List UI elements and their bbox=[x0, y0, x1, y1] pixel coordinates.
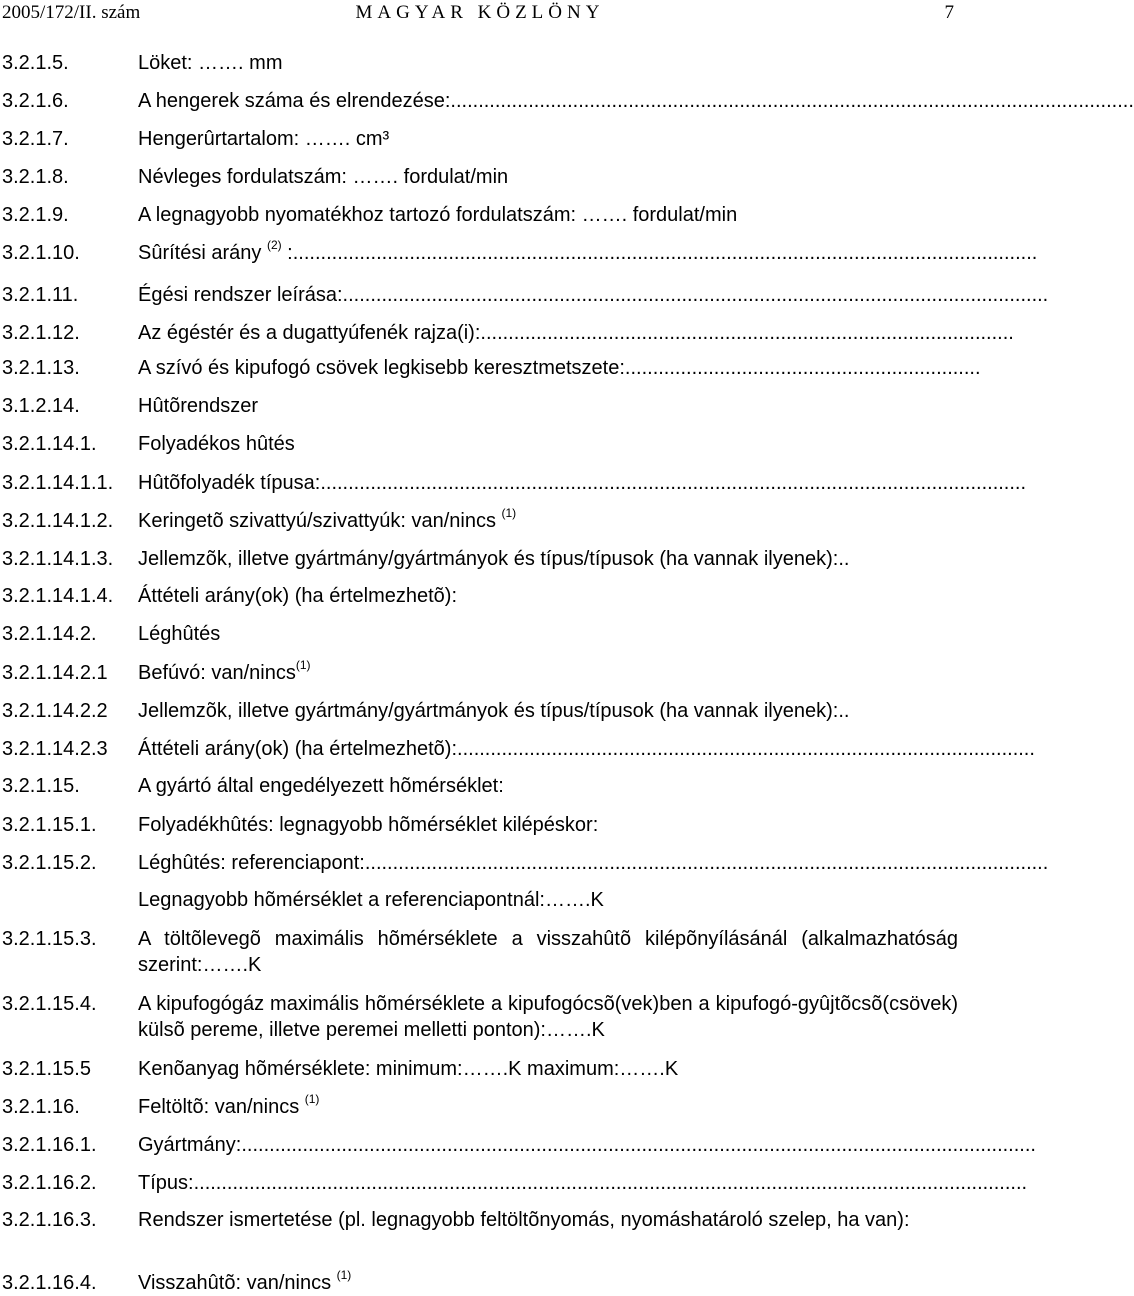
item-text: Hûtõfolyadék típusa:............................................................................................................................... bbox=[138, 472, 1027, 494]
item-number: 3.2.1.15.5 bbox=[2, 1058, 91, 1080]
item-text: A kipufogógáz maximális hõmérséklete a kipufogócsõ(vek)ben a kipufogó-gyûjtõcsõ(csövek) külsõ pereme, illetve peremei melletti ponton):…….K bbox=[138, 993, 958, 1041]
item-number: 3.2.1.14.2.3 bbox=[2, 738, 108, 760]
footnote-marker: (1) bbox=[501, 506, 517, 521]
item-number: 3.2.1.15. bbox=[2, 775, 80, 797]
item-number: 3.2.1.15.1. bbox=[2, 814, 97, 836]
item-number: 3.2.1.6. bbox=[2, 90, 69, 112]
item-text: A gyártó által engedélyezett hõmérséklet: bbox=[138, 775, 504, 797]
item-number: 3.2.1.14.2.2 bbox=[2, 700, 108, 722]
item-text: Jellemzõk, illetve gyártmány/gyártmányok és típus/típusok (ha vannak ilyenek):.. bbox=[138, 700, 850, 722]
item-number: 3.2.1.15.4. bbox=[2, 993, 97, 1015]
item-number: 3.2.1.9. bbox=[2, 204, 69, 226]
item-number: 3.2.1.14.1.1. bbox=[2, 472, 114, 494]
item-number: 3.2.1.16.1. bbox=[2, 1134, 97, 1156]
item-text: Jellemzõk, illetve gyártmány/gyártmányok és típus/típusok (ha vannak ilyenek):.. bbox=[138, 548, 850, 570]
item-text: Kenõanyag hõmérséklete: minimum:…….K maximum:…….K bbox=[138, 1058, 679, 1080]
item-number: 3.2.1.10. bbox=[2, 242, 80, 264]
footnote-marker: (1) bbox=[295, 658, 311, 673]
item-number: 3.2.1.11. bbox=[2, 284, 79, 306]
item-text-group bbox=[138, 660, 958, 686]
item-number: 3.2.1.14.1.2. bbox=[2, 510, 114, 532]
footnote-marker: (1) bbox=[336, 1268, 352, 1283]
item-text: Sûrítési arány bbox=[138, 242, 262, 264]
item-number: 3.1.2.14. bbox=[2, 395, 80, 417]
item-number: 3.2.1.14.1.3. bbox=[2, 548, 114, 570]
item-number: 3.2.1.12. bbox=[2, 322, 80, 344]
item-number: 3.2.1.16.4. bbox=[2, 1272, 97, 1294]
item-text: Löket: ……. mm bbox=[138, 52, 283, 74]
item-text: Folyadékos hûtés bbox=[138, 433, 295, 455]
item-number: 3.2.1.5. bbox=[2, 52, 69, 74]
item-number: 3.2.1.13. bbox=[2, 357, 80, 379]
item-text: Keringetõ szivattyú/szivattyúk: van/nincs bbox=[138, 510, 496, 532]
item-number: 3.2.1.16. bbox=[2, 1096, 80, 1118]
item-text: Hûtõrendszer bbox=[138, 395, 259, 417]
item-text: Típus:...................................................................................................................................................... bbox=[138, 1172, 1028, 1194]
page-number: 7 bbox=[944, 2, 954, 23]
item-number: 3.2.1.14.1. bbox=[2, 433, 97, 455]
item-number: 3.2.1.14.2. bbox=[2, 623, 97, 645]
item-text: Égési rendszer leírása:............................................................................................................................... bbox=[138, 284, 1049, 306]
item-text: Rendszer ismertetése (pl. legnagyobb feltöltõnyomás, nyomáshatároló szelep, ha van): bbox=[138, 1209, 910, 1231]
item-number: 3.2.1.14.1.4. bbox=[2, 585, 114, 607]
item-number: 3.2.1.14.2.1 bbox=[2, 662, 108, 684]
item-text-group bbox=[138, 508, 958, 534]
item-text: Az égéstér és a dugattyúfenék rajza(i):................................................................................................ bbox=[138, 322, 1014, 344]
item-text-group bbox=[138, 1270, 958, 1296]
item-text: A szívó és kipufogó csövek legkisebb keresztmetszete:................................................................ bbox=[138, 357, 981, 379]
item-number: 3.2.1.7. bbox=[2, 128, 69, 150]
item-text: Névleges fordulatszám: ……. fordulat/min bbox=[138, 166, 509, 188]
item-text: A hengerek száma és elrendezése:........................................................................................................................... bbox=[138, 90, 1134, 112]
item-number: 3.2.1.16.3. bbox=[2, 1209, 97, 1231]
item-text-group bbox=[138, 1094, 958, 1120]
page-header bbox=[0, 0, 960, 28]
item-text: Befúvó: van/nincs bbox=[138, 662, 296, 684]
item-text: Léghûtés bbox=[138, 623, 221, 645]
item-text: Áttételi arány(ok) (ha értelmezhetõ): bbox=[138, 585, 458, 607]
item-number: 3.2.1.15.3. bbox=[2, 928, 97, 950]
footnote-marker: (2) bbox=[266, 238, 282, 253]
item-number: 3.2.1.15.2. bbox=[2, 852, 97, 874]
item-text: Legnagyobb hõmérséklet a referenciapontnál:…….K bbox=[138, 889, 604, 911]
item-text: Folyadékhûtés: legnagyobb hõmérséklet kilépéskor: bbox=[138, 814, 599, 836]
publication-title: MAGYAR KÖZLÖNY bbox=[355, 2, 605, 23]
footnote-marker: (1) bbox=[304, 1092, 320, 1107]
item-text-group bbox=[138, 238, 1038, 266]
item-text: Hengerûrtartalom: ……. cm³ bbox=[138, 128, 390, 150]
issue-number: 2005/172/II. szám bbox=[2, 2, 141, 23]
item-text-continued: :...................................................................................................................................... bbox=[281, 242, 1038, 264]
item-number: 3.2.1.8. bbox=[2, 166, 69, 188]
item-number: 3.2.1.16.2. bbox=[2, 1172, 97, 1194]
item-text: Feltöltõ: van/nincs bbox=[138, 1096, 300, 1118]
item-text: Visszahûtõ: van/nincs bbox=[138, 1272, 332, 1294]
item-text: Áttételi arány(ok) (ha értelmezhetõ):........................................................................................................ bbox=[138, 738, 1035, 760]
item-text: A legnagyobb nyomatékhoz tartozó fordulatszám: ……. fordulat/min bbox=[138, 204, 738, 226]
item-text: Gyártmány:............................................................................................................................................... bbox=[138, 1134, 1036, 1156]
item-text: A töltõlevegõ maximális hõmérséklete a visszahûtõ kilépõnyílásánál (alkalmazhatóság szerint:…….K bbox=[138, 928, 958, 976]
item-text: Léghûtés: referenciapont:........................................................................................................................... bbox=[138, 852, 1049, 874]
